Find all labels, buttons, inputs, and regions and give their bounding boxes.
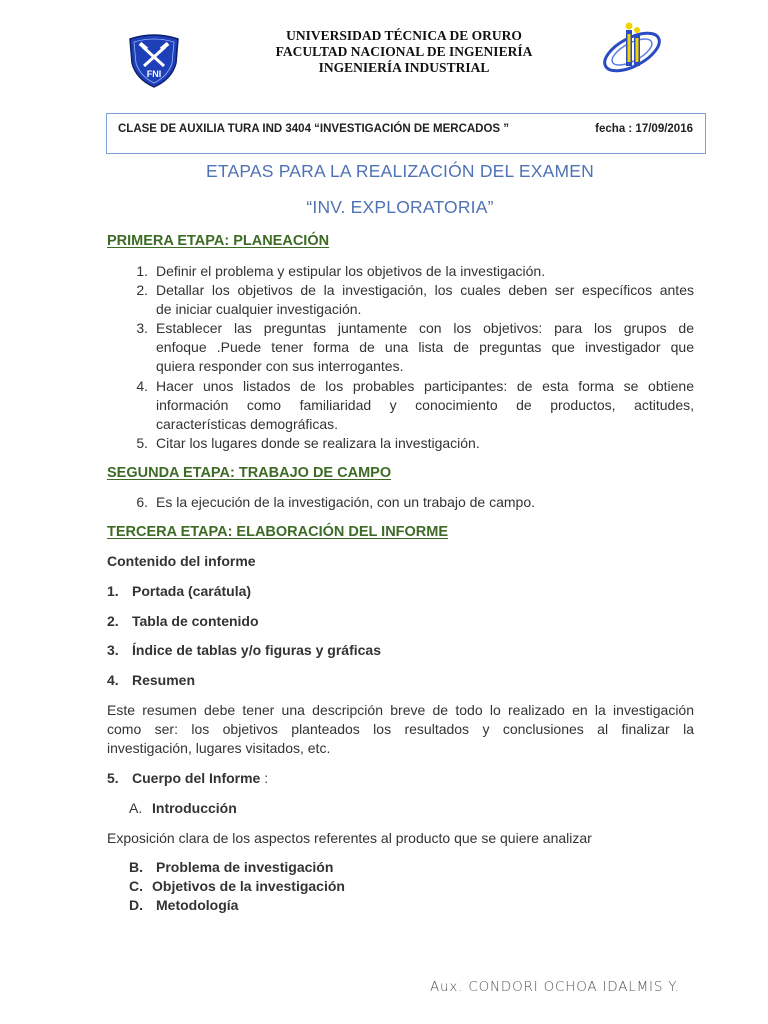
- sub-item-letter: D.: [129, 897, 143, 913]
- summary-paragraph-line: investigación, lugares visitados, etc.: [107, 740, 331, 756]
- report-content-label: Contenido del informe: [107, 553, 256, 569]
- list-item-text: información como familiaridad y conocimiento de productos, actitudes,: [156, 397, 694, 413]
- list-item-number: 5.: [136, 435, 148, 451]
- list-item-number: 1.: [136, 263, 148, 279]
- report-item-number: 3.: [107, 642, 119, 658]
- author-signature: Aux. CONDORI OCHOA IDALMIS Y.: [430, 979, 680, 995]
- report-item-number: 5.: [107, 770, 119, 786]
- report-item-label: Tabla de contenido: [132, 613, 259, 629]
- second-stage-heading: SEGUNDA ETAPA: TRABAJO DE CAMPO: [107, 465, 392, 481]
- list-item-number: 3.: [136, 320, 148, 336]
- report-item-number: 2.: [107, 613, 119, 629]
- class-date: fecha : 17/09/2016: [595, 123, 693, 135]
- page-title: ETAPAS PARA LA REALIZACIÓN DEL EXAMEN: [206, 161, 594, 181]
- list-item-number: 4.: [136, 378, 148, 394]
- list-item-text: Citar los lugares donde se realizara la investigación.: [156, 435, 480, 451]
- summary-paragraph-line: Este resumen debe tener una descripción breve de todo lo realizado en la investigación: [107, 702, 694, 718]
- report-item-label: Resumen: [132, 672, 196, 688]
- university-name: UNIVERSIDAD TÉCNICA DE ORURO: [286, 28, 522, 43]
- report-item-number: 1.: [107, 583, 119, 599]
- list-item-text: Es la ejecución de la investigación, con un trabajo de campo.: [156, 494, 536, 510]
- shield-logo-text: FNI: [146, 69, 162, 79]
- sub-item-label: Introducción: [152, 800, 237, 816]
- list-item-text: características demográficas.: [156, 416, 339, 432]
- sub-item-label: Metodología: [156, 897, 239, 913]
- list-item-number: 2.: [136, 282, 148, 298]
- report-body-heading: [132, 770, 268, 786]
- department-name: INGENIERÍA INDUSTRIAL: [318, 60, 490, 75]
- list-item-text: enfoque .Puede tener forma de una lista de preguntas que investigador que: [156, 339, 694, 355]
- list-item-text: Establecer las preguntas juntamente con los objetivos: para los grupos de: [156, 320, 694, 336]
- class-title: CLASE DE AUXILIA TURA IND 3404 “INVESTIGACIÓN DE MERCADOS ”: [118, 123, 510, 135]
- institution-header: [200, 28, 608, 76]
- list-item-number: 6.: [136, 494, 148, 510]
- list-item-text: de iniciar cualquier investigación.: [156, 301, 362, 317]
- list-item-text: Detallar los objetivos de la investigación, los cuales deben ser específicos antes: [156, 282, 694, 298]
- report-body-colon: :: [260, 770, 269, 786]
- faculty-name: FACULTAD NACIONAL DE INGENIERÍA: [275, 44, 533, 59]
- exposition-text: Exposición clara de los aspectos referentes al producto que se quiere analizar: [107, 830, 592, 846]
- list-item-text: Hacer unos listados de los probables participantes: de esta forma se obtiene: [156, 378, 694, 394]
- report-body-label: Cuerpo del Informe: [132, 770, 261, 786]
- list-item-text: quiera responder con sus interrogantes.: [156, 358, 404, 374]
- third-stage-heading: TERCERA ETAPA: ELABORACIÓN DEL INFORME: [107, 524, 449, 540]
- report-item-number: 4.: [107, 672, 119, 688]
- sub-item-letter: A.: [129, 800, 143, 816]
- sub-item-letter: B.: [129, 859, 143, 875]
- report-item-label: Portada (carátula): [132, 583, 252, 599]
- class-info-box: [106, 113, 706, 154]
- industrial-engineering-logo: [598, 20, 668, 80]
- sub-item-label: Problema de investigación: [156, 859, 334, 875]
- fni-shield-logo: [126, 33, 182, 89]
- first-stage-heading: PRIMERA ETAPA: PLANEACIÓN: [107, 233, 330, 249]
- summary-paragraph-line: como ser: los objetivos planteados los resultados y conclusiones al finalizar la: [107, 721, 694, 737]
- list-item-text: Definir el problema y estipular los objetivos de la investigación.: [156, 263, 546, 279]
- sub-item-letter: C.: [129, 878, 143, 894]
- sub-item-label: Objetivos de la investigación: [152, 878, 345, 894]
- page-subtitle: “INV. EXPLORATORIA”: [306, 197, 494, 217]
- report-item-label: Índice de tablas y/o figuras y gráficas: [132, 642, 381, 658]
